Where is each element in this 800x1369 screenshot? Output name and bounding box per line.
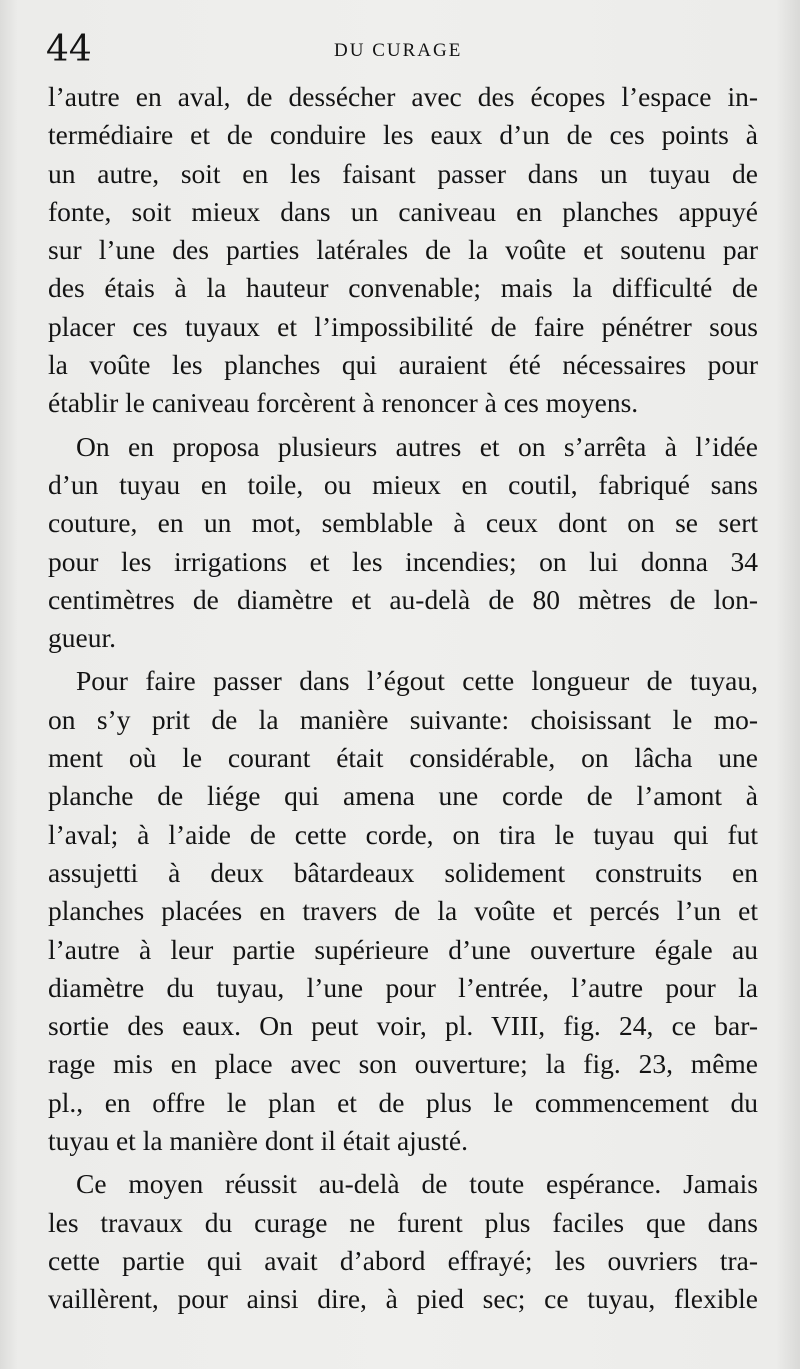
text-line: fonte, soit mieux dans un caniveau en planches appuyé <box>48 195 758 227</box>
text-line: ment où le courant était considérable, on lâcha une <box>48 742 758 774</box>
paragraph-2 <box>48 428 758 658</box>
text-line: d’un tuyau en toile, ou mieux en coutil, fabriqué sans <box>48 468 758 500</box>
text-line: Pour faire passer dans l’égout cette longueur de tuyau, <box>76 665 758 697</box>
page-number: 44 <box>46 29 92 70</box>
text-line: rage mis en place avec son ouverture; la fig. 23, même <box>48 1048 758 1080</box>
text-line: l’autre à leur partie supérieure d’une ouverture égale au <box>48 933 758 965</box>
paragraph-1 <box>48 78 758 423</box>
text-line: l’aval; à l’aide de cette corde, on tira le tuyau qui fut <box>48 818 758 850</box>
body-text <box>48 78 758 1319</box>
text-line: diamètre du tuyau, l’une pour l’entrée, l’autre pour la <box>48 971 758 1003</box>
text-line: planches placées en travers de la voûte et percés l’un et <box>48 895 758 927</box>
paragraph-3 <box>48 662 758 1160</box>
text-line: pl., en offre le plan et de plus le commencement du <box>48 1086 758 1118</box>
running-head: DU CURAGE <box>334 40 463 61</box>
paragraph-4 <box>48 1165 758 1318</box>
text-line: planche de liége qui amena une corde de l’amont à <box>48 780 758 812</box>
text-line: centimètres de diamètre et au-delà de 80 mètres de lon- <box>48 583 758 615</box>
text-line: gueur. <box>48 622 116 654</box>
page-header <box>44 30 760 70</box>
text-line: sur l’une des parties latérales de la voûte et soutenu par <box>48 234 758 266</box>
text-line: placer ces tuyaux et l’impossibilité de faire pénétrer sous <box>48 310 758 342</box>
text-line: l’autre en aval, de dessécher avec des écopes l’espace in- <box>48 81 758 112</box>
text-line: établir le caniveau forcèrent à renoncer à ces moyens. <box>48 387 639 419</box>
text-line: sortie des eaux. On peut voir, pl. VIII, fig. 24, ce bar- <box>48 1010 758 1042</box>
text-line: les travaux du curage ne furent plus faciles que dans <box>48 1206 758 1238</box>
text-line: cette partie qui avait d’abord effrayé; les ouvriers tra- <box>48 1244 758 1276</box>
text-line: vaillèrent, pour ainsi dire, à pied sec; ce tuyau, flexible <box>48 1283 758 1315</box>
text-line: tuyau et la manière dont il était ajusté. <box>48 1125 468 1157</box>
text-line: couture, en un mot, semblable à ceux dont on se sert <box>48 507 758 539</box>
text-line: On en proposa plusieurs autres et on s’arrêta à l’idée <box>76 430 758 462</box>
text-line: des étais à la hauteur convenable; mais la difficulté de <box>48 272 758 304</box>
text-line: Ce moyen réussit au-delà de toute espérance. Jamais <box>76 1168 758 1200</box>
text-line: la voûte les planches qui auraient été nécessaires pour <box>48 349 758 381</box>
text-line: termédiaire et de conduire les eaux d’un de ces points à <box>48 119 758 151</box>
text-line: pour les irrigations et les incendies; on lui donna 34 <box>48 545 758 577</box>
text-line: on s’y prit de la manière suivante: choisissant le mo- <box>48 703 758 735</box>
text-line: un autre, soit en les faisant passer dans un tuyau de <box>48 157 758 189</box>
text-line: assujetti à deux bâtardeaux solidement construits en <box>48 856 758 888</box>
